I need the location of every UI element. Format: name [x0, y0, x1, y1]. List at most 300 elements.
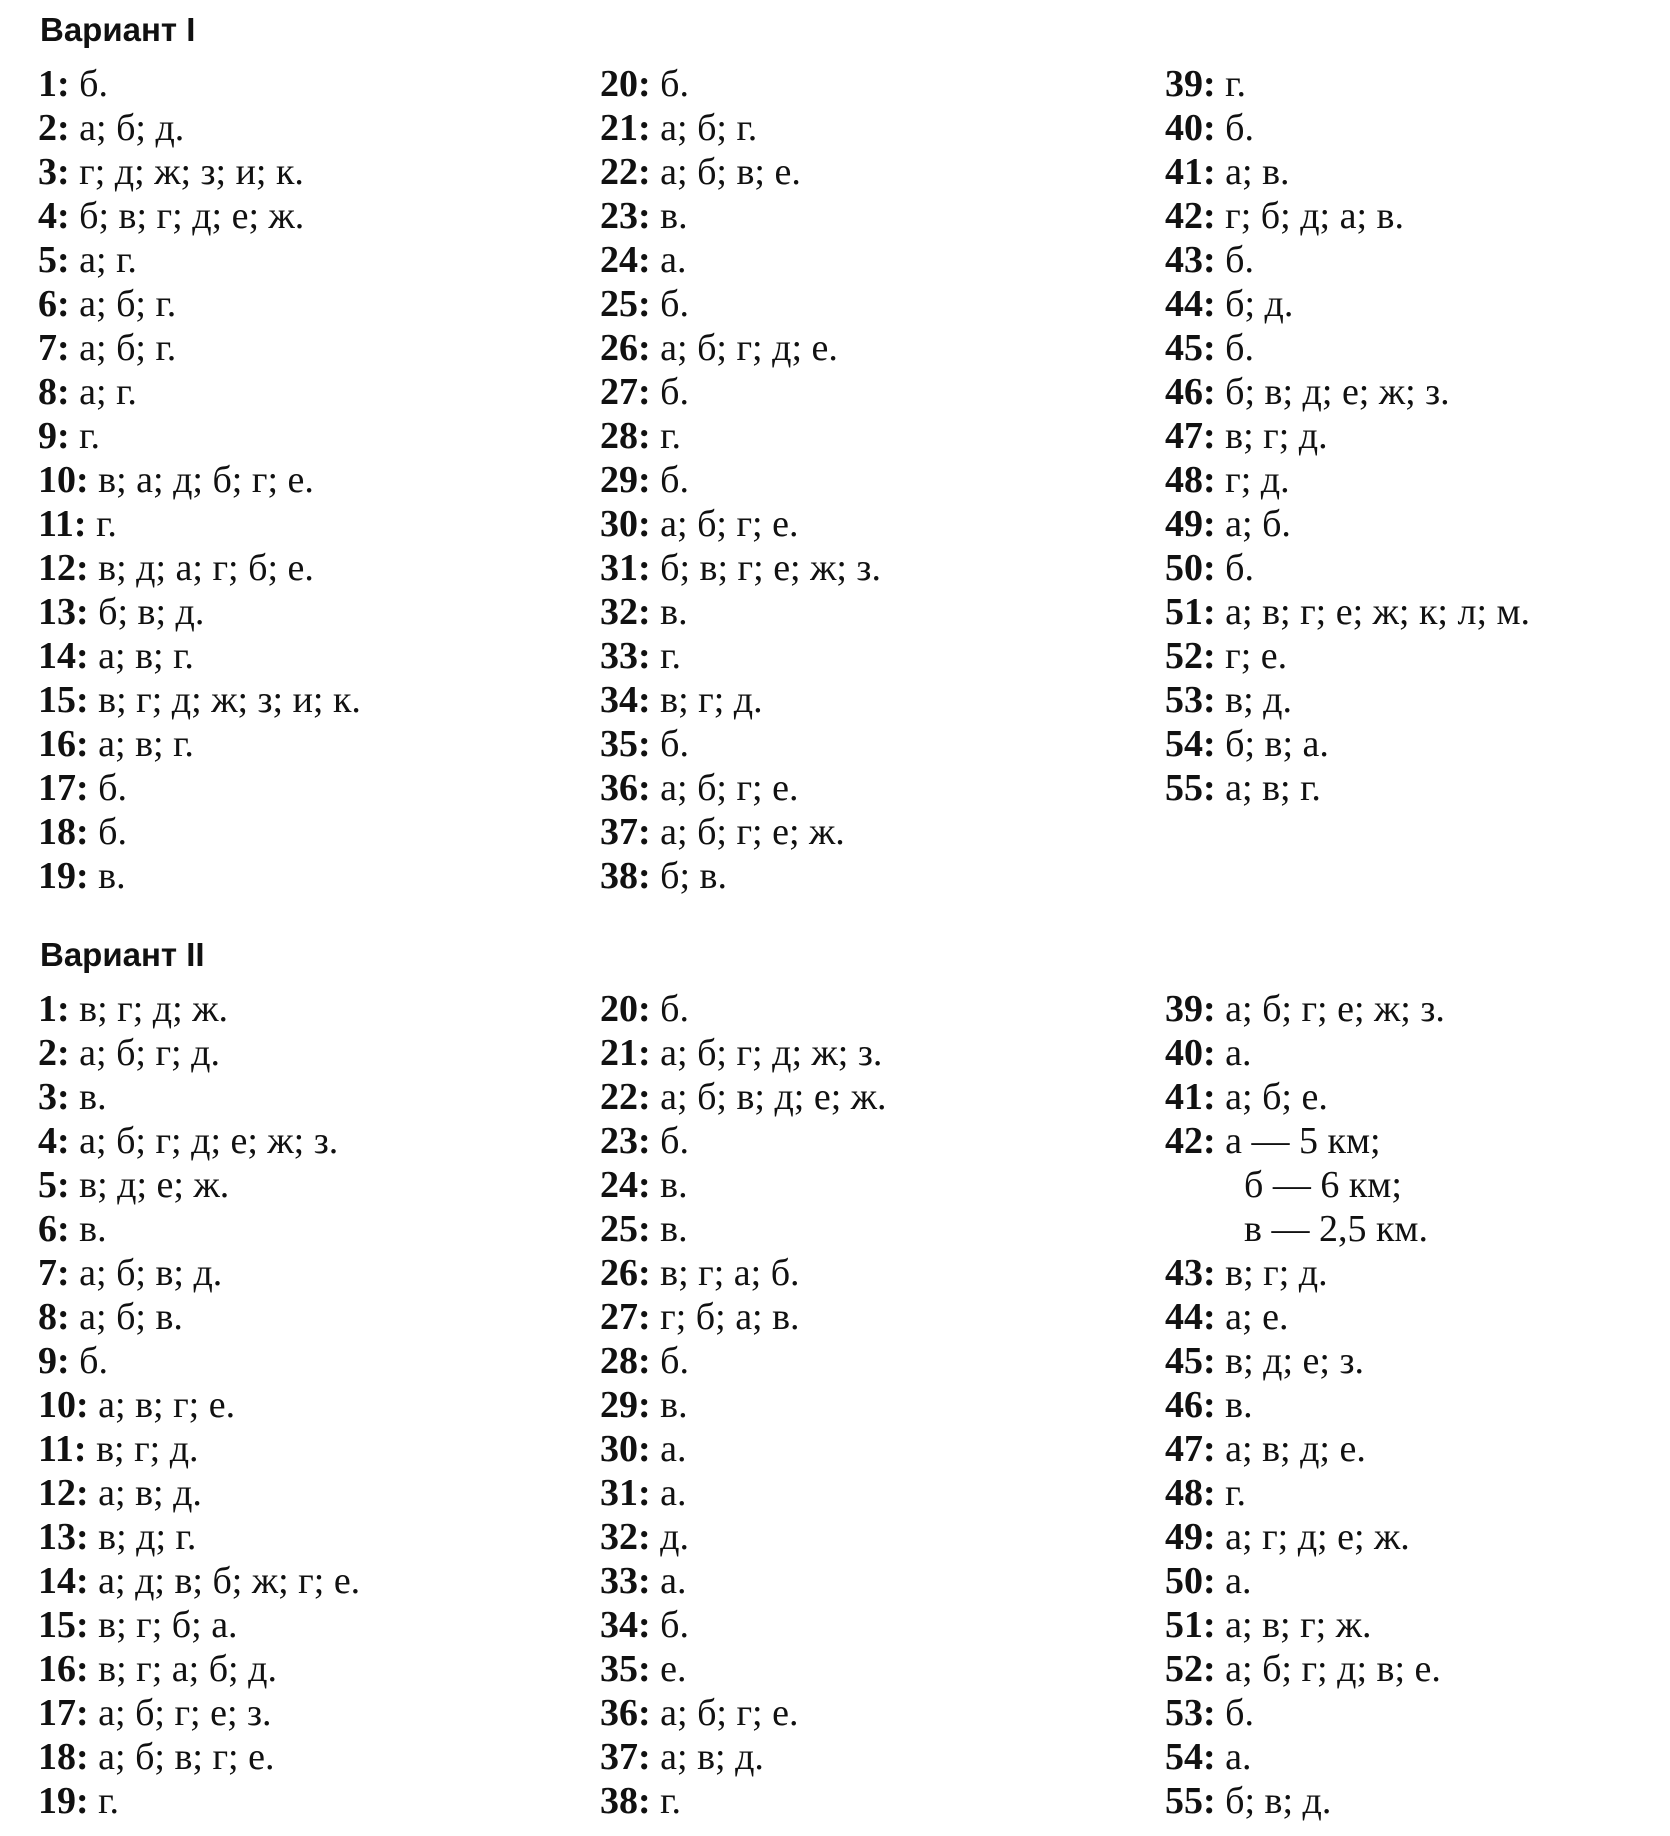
question-number: 13:: [38, 591, 89, 633]
answer-text: б; в.: [650, 855, 727, 897]
question-number: 25:: [600, 1208, 651, 1250]
answer-item: [1165, 1735, 1445, 1779]
answer-item: [1165, 1691, 1445, 1735]
answer-text: г.: [650, 635, 681, 677]
answer-item: [1165, 414, 1530, 458]
question-number: 26:: [600, 327, 651, 369]
answer-text: а.: [650, 1428, 687, 1470]
question-number: 46:: [1165, 1384, 1216, 1426]
answer-text: а; б; г; д; е; ж; з.: [69, 1120, 339, 1162]
question-number: 34:: [600, 679, 651, 721]
question-number: 27:: [600, 1296, 651, 1338]
answer-text: г; д; ж; з; и; к.: [69, 151, 304, 193]
answer-item: [600, 766, 881, 810]
question-number: 15:: [38, 679, 89, 721]
answer-item: [1165, 1383, 1445, 1427]
question-number: 22:: [600, 1076, 651, 1118]
answer-item: [38, 766, 361, 810]
answer-item: [600, 987, 887, 1031]
question-number: 15:: [38, 1604, 89, 1646]
question-number: 23:: [600, 195, 651, 237]
answer-text: б; в; д.: [88, 591, 205, 633]
answer-item: [1165, 106, 1530, 150]
answer-item: [38, 194, 361, 238]
answer-text: г; е.: [1215, 635, 1288, 677]
question-number: 52:: [1165, 1648, 1216, 1690]
answer-text: в; г; д; ж; з; и; к.: [88, 679, 361, 721]
question-number: 4:: [38, 195, 70, 237]
answer-column: [600, 62, 881, 898]
question-number: 47:: [1165, 415, 1216, 457]
question-number: 21:: [600, 1032, 651, 1074]
answer-text: а; в; г.: [88, 723, 194, 765]
answer-text: б.: [650, 371, 689, 413]
answer-text: а; б; г.: [69, 283, 177, 325]
answer-text: а; б; г; д.: [69, 1032, 220, 1074]
question-number: 38:: [600, 1780, 651, 1822]
answer-item: [600, 854, 881, 898]
answer-text: г; д.: [1215, 459, 1290, 501]
answer-text: а; б; г.: [650, 107, 758, 149]
question-number: 11:: [38, 503, 87, 545]
question-number: 35:: [600, 723, 651, 765]
question-number: 24:: [600, 1164, 651, 1206]
question-number: 49:: [1165, 1516, 1216, 1558]
question-number: 41:: [1165, 151, 1216, 193]
answer-text: а; б; г; е.: [650, 767, 799, 809]
answer-item: [38, 722, 361, 766]
answer-column: [600, 987, 887, 1823]
answer-item: [600, 150, 881, 194]
answer-text: г.: [650, 415, 681, 457]
answer-text: а.: [650, 1560, 687, 1602]
answer-item: [600, 414, 881, 458]
answer-text: б.: [650, 988, 689, 1030]
answer-item: [1165, 282, 1530, 326]
answer-text: б; в; г; д; е; ж.: [69, 195, 305, 237]
question-number: 51:: [1165, 1604, 1216, 1646]
answer-text: в; г; д.: [1215, 1252, 1328, 1294]
answer-text: в — 2,5 км.: [1244, 1208, 1428, 1250]
question-number: 55:: [1165, 767, 1216, 809]
answer-text: г.: [86, 503, 117, 545]
question-number: 23:: [600, 1120, 651, 1162]
answer-item: [38, 854, 361, 898]
question-number: 44:: [1165, 1296, 1216, 1338]
answer-continuation: [1165, 1207, 1445, 1251]
answer-item: [38, 1383, 360, 1427]
answer-text: а; г; д; е; ж.: [1215, 1516, 1410, 1558]
answer-text: в; г; д.: [1215, 415, 1328, 457]
question-number: 40:: [1165, 1032, 1216, 1074]
answer-item: [1165, 1559, 1445, 1603]
answer-item: [38, 1779, 360, 1823]
answer-text: а; г.: [69, 239, 137, 281]
answer-text: а — 5 км;: [1215, 1120, 1381, 1162]
answer-item: [1165, 678, 1530, 722]
answer-item: [38, 1295, 360, 1339]
question-number: 7:: [38, 1252, 70, 1294]
answer-item: [38, 1119, 360, 1163]
answer-column: [1165, 987, 1445, 1823]
answer-item: [600, 282, 881, 326]
question-number: 16:: [38, 723, 89, 765]
answer-text: б; в; д; е; ж; з.: [1215, 371, 1450, 413]
answer-text: в; г; а; б.: [650, 1252, 800, 1294]
answer-item: [600, 1559, 887, 1603]
answer-item: [1165, 1031, 1445, 1075]
answer-text: а; в; д.: [650, 1736, 764, 1778]
question-number: 28:: [600, 415, 651, 457]
answer-text: а; в; д; е.: [1215, 1428, 1366, 1470]
answer-item: [38, 1163, 360, 1207]
answer-text: а; б; г; е.: [650, 503, 799, 545]
answer-text: а; в; г; е; ж; к; л; м.: [1215, 591, 1531, 633]
answer-item: [38, 282, 361, 326]
answer-text: а; б; г; е; ж; з.: [1215, 988, 1445, 1030]
answer-text: б; д.: [1215, 283, 1294, 325]
answer-text: б.: [650, 1604, 689, 1646]
answer-text: а; в; г; е.: [88, 1384, 236, 1426]
question-number: 36:: [600, 1692, 651, 1734]
question-number: 10:: [38, 459, 89, 501]
answer-text: в.: [650, 591, 688, 633]
answer-text: б; в; г; е; ж; з.: [650, 547, 881, 589]
answer-item: [38, 678, 361, 722]
answer-item: [1165, 458, 1530, 502]
answer-text: г.: [1215, 1472, 1246, 1514]
answer-item: [600, 1339, 887, 1383]
question-number: 19:: [38, 1780, 89, 1822]
question-number: 8:: [38, 1296, 70, 1338]
answer-item: [1165, 1603, 1445, 1647]
answer-text: в; д; а; г; б; е.: [88, 547, 314, 589]
answer-item: [600, 1471, 887, 1515]
answer-text: в.: [650, 195, 688, 237]
question-number: 43:: [1165, 239, 1216, 281]
answer-item: [600, 1515, 887, 1559]
answer-item: [1165, 1779, 1445, 1823]
answer-text: б.: [650, 459, 689, 501]
answer-text: а; в; г.: [1215, 767, 1321, 809]
answer-text: а; г.: [69, 371, 137, 413]
question-number: 3:: [38, 151, 70, 193]
answer-text: б.: [88, 767, 127, 809]
answer-item: [600, 106, 881, 150]
answer-item: [1165, 1515, 1445, 1559]
answer-item: [38, 1559, 360, 1603]
answer-column: [38, 62, 361, 898]
answer-text: б.: [1215, 327, 1254, 369]
answer-text: в; а; д; б; г; е.: [88, 459, 314, 501]
question-number: 29:: [600, 1384, 651, 1426]
question-number: 52:: [1165, 635, 1216, 677]
answer-text: а; б; в; д.: [69, 1252, 223, 1294]
answer-text: б.: [1215, 107, 1254, 149]
answer-item: [38, 987, 360, 1031]
question-number: 24:: [600, 239, 651, 281]
answer-item: [600, 502, 881, 546]
question-number: 20:: [600, 988, 651, 1030]
question-number: 45:: [1165, 327, 1216, 369]
question-number: 13:: [38, 1516, 89, 1558]
answer-text: а; в; г; ж.: [1215, 1604, 1372, 1646]
question-number: 10:: [38, 1384, 89, 1426]
question-number: 31:: [600, 1472, 651, 1514]
answer-text: а; б; в.: [69, 1296, 183, 1338]
answer-text: а; е.: [1215, 1296, 1289, 1338]
answer-text: б.: [650, 283, 689, 325]
answer-text: в; г; а; б; д.: [88, 1648, 277, 1690]
question-number: 45:: [1165, 1340, 1216, 1382]
question-number: 33:: [600, 635, 651, 677]
answer-item: [1165, 238, 1530, 282]
answer-item: [600, 722, 881, 766]
answer-text: а; б; г; д; в; е.: [1215, 1648, 1441, 1690]
answer-item: [38, 1075, 360, 1119]
answer-item: [38, 1339, 360, 1383]
answer-item: [38, 1207, 360, 1251]
question-number: 12:: [38, 1472, 89, 1514]
question-number: 39:: [1165, 988, 1216, 1030]
answer-item: [600, 194, 881, 238]
question-number: 18:: [38, 811, 89, 853]
question-number: 32:: [600, 591, 651, 633]
answer-item: [600, 1779, 887, 1823]
question-number: 31:: [600, 547, 651, 589]
answer-text: б.: [650, 63, 689, 105]
answer-text: г.: [1215, 63, 1246, 105]
answer-item: [38, 1427, 360, 1471]
question-number: 4:: [38, 1120, 70, 1162]
answer-item: [600, 546, 881, 590]
question-number: 50:: [1165, 1560, 1216, 1602]
question-number: 35:: [600, 1648, 651, 1690]
question-number: 27:: [600, 371, 651, 413]
question-number: 48:: [1165, 459, 1216, 501]
answer-text: б — 6 км;: [1244, 1164, 1402, 1206]
answer-text: в; г; д.: [650, 679, 763, 721]
answer-text: б.: [69, 1340, 108, 1382]
answer-item: [38, 1251, 360, 1295]
answer-item: [600, 1691, 887, 1735]
answer-text: в; г; д; ж.: [69, 988, 228, 1030]
variant-heading: Вариант II: [40, 936, 205, 973]
answer-item: [1165, 1295, 1445, 1339]
question-number: 29:: [600, 459, 651, 501]
answer-item: [600, 1163, 887, 1207]
question-number: 6:: [38, 283, 70, 325]
question-number: 46:: [1165, 371, 1216, 413]
answer-item: [600, 678, 881, 722]
answer-item: [1165, 1339, 1445, 1383]
answer-text: в.: [88, 855, 126, 897]
question-number: 17:: [38, 1692, 89, 1734]
question-number: 53:: [1165, 679, 1216, 721]
question-number: 6:: [38, 1208, 70, 1250]
answer-text: б.: [1215, 239, 1254, 281]
answer-item: [38, 634, 361, 678]
answer-text: а; б; г; д; е.: [650, 327, 838, 369]
answer-item: [38, 1471, 360, 1515]
question-number: 5:: [38, 239, 70, 281]
answer-item: [600, 1075, 887, 1119]
question-number: 40:: [1165, 107, 1216, 149]
answer-text: а; б; в; е.: [650, 151, 801, 193]
answer-item: [600, 370, 881, 414]
answer-text: в.: [1215, 1384, 1253, 1426]
answer-text: а.: [1215, 1560, 1252, 1602]
question-number: 18:: [38, 1736, 89, 1778]
answer-text: в; д; е; ж.: [69, 1164, 230, 1206]
answer-text: а; в; д.: [88, 1472, 202, 1514]
question-number: 42:: [1165, 195, 1216, 237]
answer-text: а; в; г.: [88, 635, 194, 677]
question-number: 53:: [1165, 1692, 1216, 1734]
answer-column: [38, 987, 360, 1823]
answer-text: в; д; г.: [88, 1516, 197, 1558]
answer-text: а; б; г; е; з.: [88, 1692, 272, 1734]
answer-item: [38, 62, 361, 106]
answer-text: а; б; г; е.: [650, 1692, 799, 1734]
question-number: 9:: [38, 1340, 70, 1382]
question-number: 26:: [600, 1252, 651, 1294]
answer-item: [38, 326, 361, 370]
answer-text: б; в; д.: [1215, 1780, 1332, 1822]
answer-item: [1165, 194, 1530, 238]
answer-item: [1165, 1647, 1445, 1691]
question-number: 41:: [1165, 1076, 1216, 1118]
answer-text: г; б; а; в.: [650, 1296, 800, 1338]
answer-item: [1165, 722, 1530, 766]
question-number: 21:: [600, 107, 651, 149]
answer-item: [38, 238, 361, 282]
answer-text: б; в; а.: [1215, 723, 1329, 765]
question-number: 30:: [600, 503, 651, 545]
answer-item: [38, 546, 361, 590]
answer-item: [600, 238, 881, 282]
answer-item: [1165, 1075, 1445, 1119]
answer-continuation: [1165, 1163, 1445, 1207]
answer-item: [600, 634, 881, 678]
question-number: 32:: [600, 1516, 651, 1558]
answer-text: в; г; б; а.: [88, 1604, 238, 1646]
answer-item: [600, 1207, 887, 1251]
answer-item: [38, 414, 361, 458]
question-number: 20:: [600, 63, 651, 105]
answer-text: а.: [1215, 1736, 1252, 1778]
question-number: 30:: [600, 1428, 651, 1470]
answer-text: г.: [650, 1780, 681, 1822]
answer-item: [1165, 502, 1530, 546]
question-number: 33:: [600, 1560, 651, 1602]
answer-item: [600, 1427, 887, 1471]
answer-item: [38, 502, 361, 546]
variant-heading: Вариант I: [40, 11, 196, 48]
answer-text: б.: [88, 811, 127, 853]
answer-item: [38, 1031, 360, 1075]
question-number: 28:: [600, 1340, 651, 1382]
answer-item: [600, 1383, 887, 1427]
question-number: 37:: [600, 811, 651, 853]
answer-item: [1165, 1471, 1445, 1515]
question-number: 8:: [38, 371, 70, 413]
answer-item: [38, 810, 361, 854]
answer-text: а.: [1215, 1032, 1252, 1074]
answer-item: [600, 1603, 887, 1647]
answer-text: а; б; в; д; е; ж.: [650, 1076, 887, 1118]
answer-text: а; б.: [1215, 503, 1291, 545]
answer-text: а; б; е.: [1215, 1076, 1328, 1118]
answer-item: [38, 1735, 360, 1779]
answer-item: [38, 458, 361, 502]
question-number: 3:: [38, 1076, 70, 1118]
answer-item: [600, 810, 881, 854]
answer-text: в.: [69, 1208, 107, 1250]
question-number: 1:: [38, 63, 70, 105]
answer-text: в.: [69, 1076, 107, 1118]
answer-text: а; б; г.: [69, 327, 177, 369]
answer-text: в; д; е; з.: [1215, 1340, 1364, 1382]
question-number: 47:: [1165, 1428, 1216, 1470]
answer-item: [38, 1515, 360, 1559]
answer-text: в.: [650, 1384, 688, 1426]
question-number: 43:: [1165, 1252, 1216, 1294]
question-number: 5:: [38, 1164, 70, 1206]
question-number: 12:: [38, 547, 89, 589]
answer-column: [1165, 62, 1530, 810]
answer-item: [1165, 62, 1530, 106]
answer-item: [600, 326, 881, 370]
question-number: 19:: [38, 855, 89, 897]
question-number: 25:: [600, 283, 651, 325]
answer-item: [1165, 1427, 1445, 1471]
question-number: 22:: [600, 151, 651, 193]
answer-text: д.: [650, 1516, 689, 1558]
question-number: 54:: [1165, 1736, 1216, 1778]
question-number: 16:: [38, 1648, 89, 1690]
question-number: 49:: [1165, 503, 1216, 545]
answer-text: е.: [650, 1648, 687, 1690]
question-number: 54:: [1165, 723, 1216, 765]
question-number: 11:: [38, 1428, 87, 1470]
answer-text: б.: [650, 1120, 689, 1162]
answer-item: [1165, 590, 1530, 634]
answer-item: [600, 1295, 887, 1339]
answer-item: [38, 1603, 360, 1647]
answer-item: [1165, 766, 1530, 810]
answer-item: [1165, 1251, 1445, 1295]
question-number: 17:: [38, 767, 89, 809]
question-number: 9:: [38, 415, 70, 457]
answer-item: [600, 1119, 887, 1163]
answer-item: [600, 1251, 887, 1295]
question-number: 55:: [1165, 1780, 1216, 1822]
question-number: 39:: [1165, 63, 1216, 105]
answer-text: в.: [650, 1164, 688, 1206]
question-number: 37:: [600, 1736, 651, 1778]
answer-text: а; б; в; г; е.: [88, 1736, 275, 1778]
answer-item: [600, 1031, 887, 1075]
question-number: 51:: [1165, 591, 1216, 633]
answer-item: [600, 1735, 887, 1779]
answer-text: б.: [1215, 1692, 1254, 1734]
answer-item: [38, 150, 361, 194]
answer-text: в; г; д.: [86, 1428, 199, 1470]
answer-item: [600, 458, 881, 502]
question-number: 36:: [600, 767, 651, 809]
answer-text: а; в.: [1215, 151, 1290, 193]
